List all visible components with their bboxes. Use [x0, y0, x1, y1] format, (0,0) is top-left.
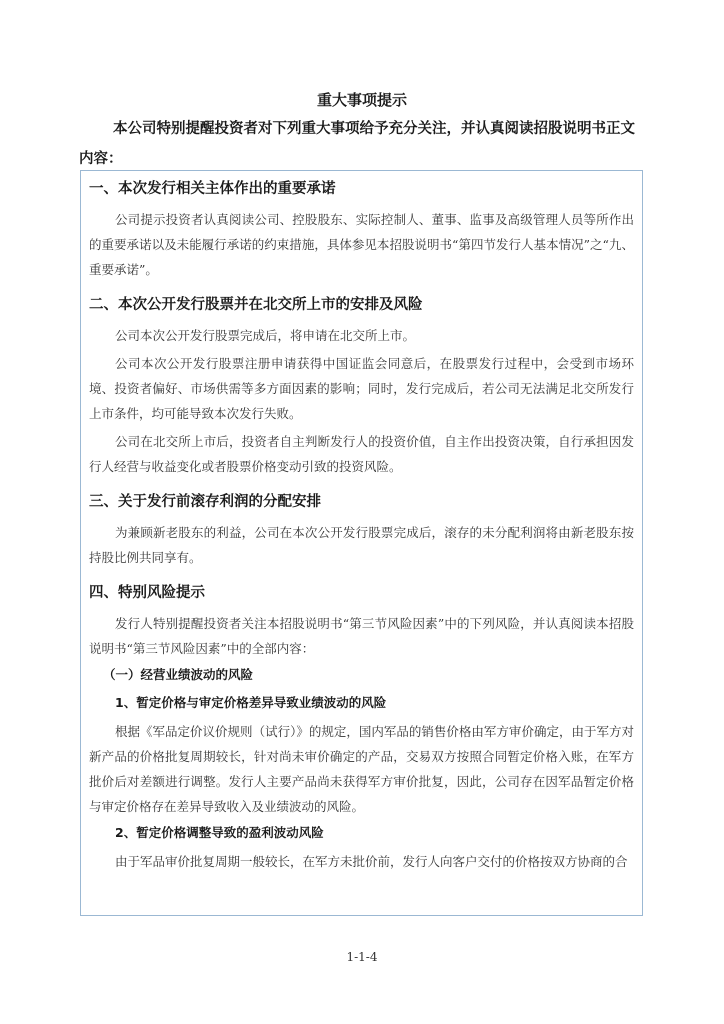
section-3-paragraph-1: 为兼顾新老股东的利益，公司在本次公开发行股票完成后，滚存的未分配利润将由新老股东按持股比例共同享有。	[89, 525, 634, 565]
page-title: 重大事项提示	[316, 91, 407, 109]
section-1-paragraph-1: 公司提示投资者认真阅读公司、控股股东、实际控制人、董事、监事及高级管理人员等所作出的重要承诺以及未能履行承诺的约束措施，具体参见本招股说明书“第四节发行人基本情况”之“九、重要承诺”。	[89, 212, 634, 277]
subsection-heading: （一）经营业绩波动的风险	[103, 667, 254, 682]
section-2-paragraph-3: 公司在北交所上市后，投资者自主判断发行人的投资价值，自主作出投资决策，自行承担因发行人经营与收益变化或者股票价格变动引致的投资风险。	[89, 434, 634, 474]
risk-item-text-2: 由于军品审价批复周期一般较长，在军方未批价前，发行人向客户交付的价格按双方协商的合	[115, 854, 628, 869]
section-heading-1: 一、本次发行相关主体作出的重要承诺	[89, 181, 336, 197]
content-box	[80, 170, 643, 916]
page-number: 1-1-4	[346, 950, 378, 964]
section-2-paragraph-1: 公司本次公开发行股票完成后，将申请在北交所上市。	[115, 328, 416, 343]
section-2-paragraph-2: 公司本次公开发行股票注册申请获得中国证监会同意后，在股票发行过程中，会受到市场环境、投资者偏好、市场供需等多方面因素的影响；同时，发行完成后，若公司无法满足北交所发行上市条件，均可能导致本次发行失败。	[89, 356, 634, 421]
section-heading-2: 二、本次公开发行股票并在北交所上市的安排及风险	[89, 297, 423, 313]
risk-item-heading-2: 2、暂定价格调整导致的盈利波动风险	[115, 825, 324, 840]
intro-paragraph: 本公司特别提醒投资者对下列重大事项给予充分关注，并认真阅读招股说明书正文内容：	[79, 121, 635, 167]
risk-item-heading-1: 1、暂定价格与审定价格差异导致业绩波动的风险	[115, 695, 387, 710]
section-heading-3: 三、关于发行前滚存利润的分配安排	[89, 494, 321, 510]
section-heading-4: 四、特别风险提示	[89, 585, 205, 601]
section-4-paragraph-1: 发行人特别提醒投资者关注本招股说明书“第三节风险因素”中的下列风险，并认真阅读本招股说明书“第三节风险因素”中的全部内容：	[89, 616, 634, 656]
risk-item-text-1: 根据《军品定价议价规则（试行）》的规定，国内军品的销售价格由军方审价确定，由于军方对新产品的价格批复周期较长，针对尚未审价确定的产品，交易双方按照合同暂定价格入账，在军方批价后对差额进行调整。发行人主要产品尚未获得军方审价批复，因此，公司存在因军品暂定价格与审定价格存在差异导致收入及业绩波动的风险。	[89, 724, 634, 814]
